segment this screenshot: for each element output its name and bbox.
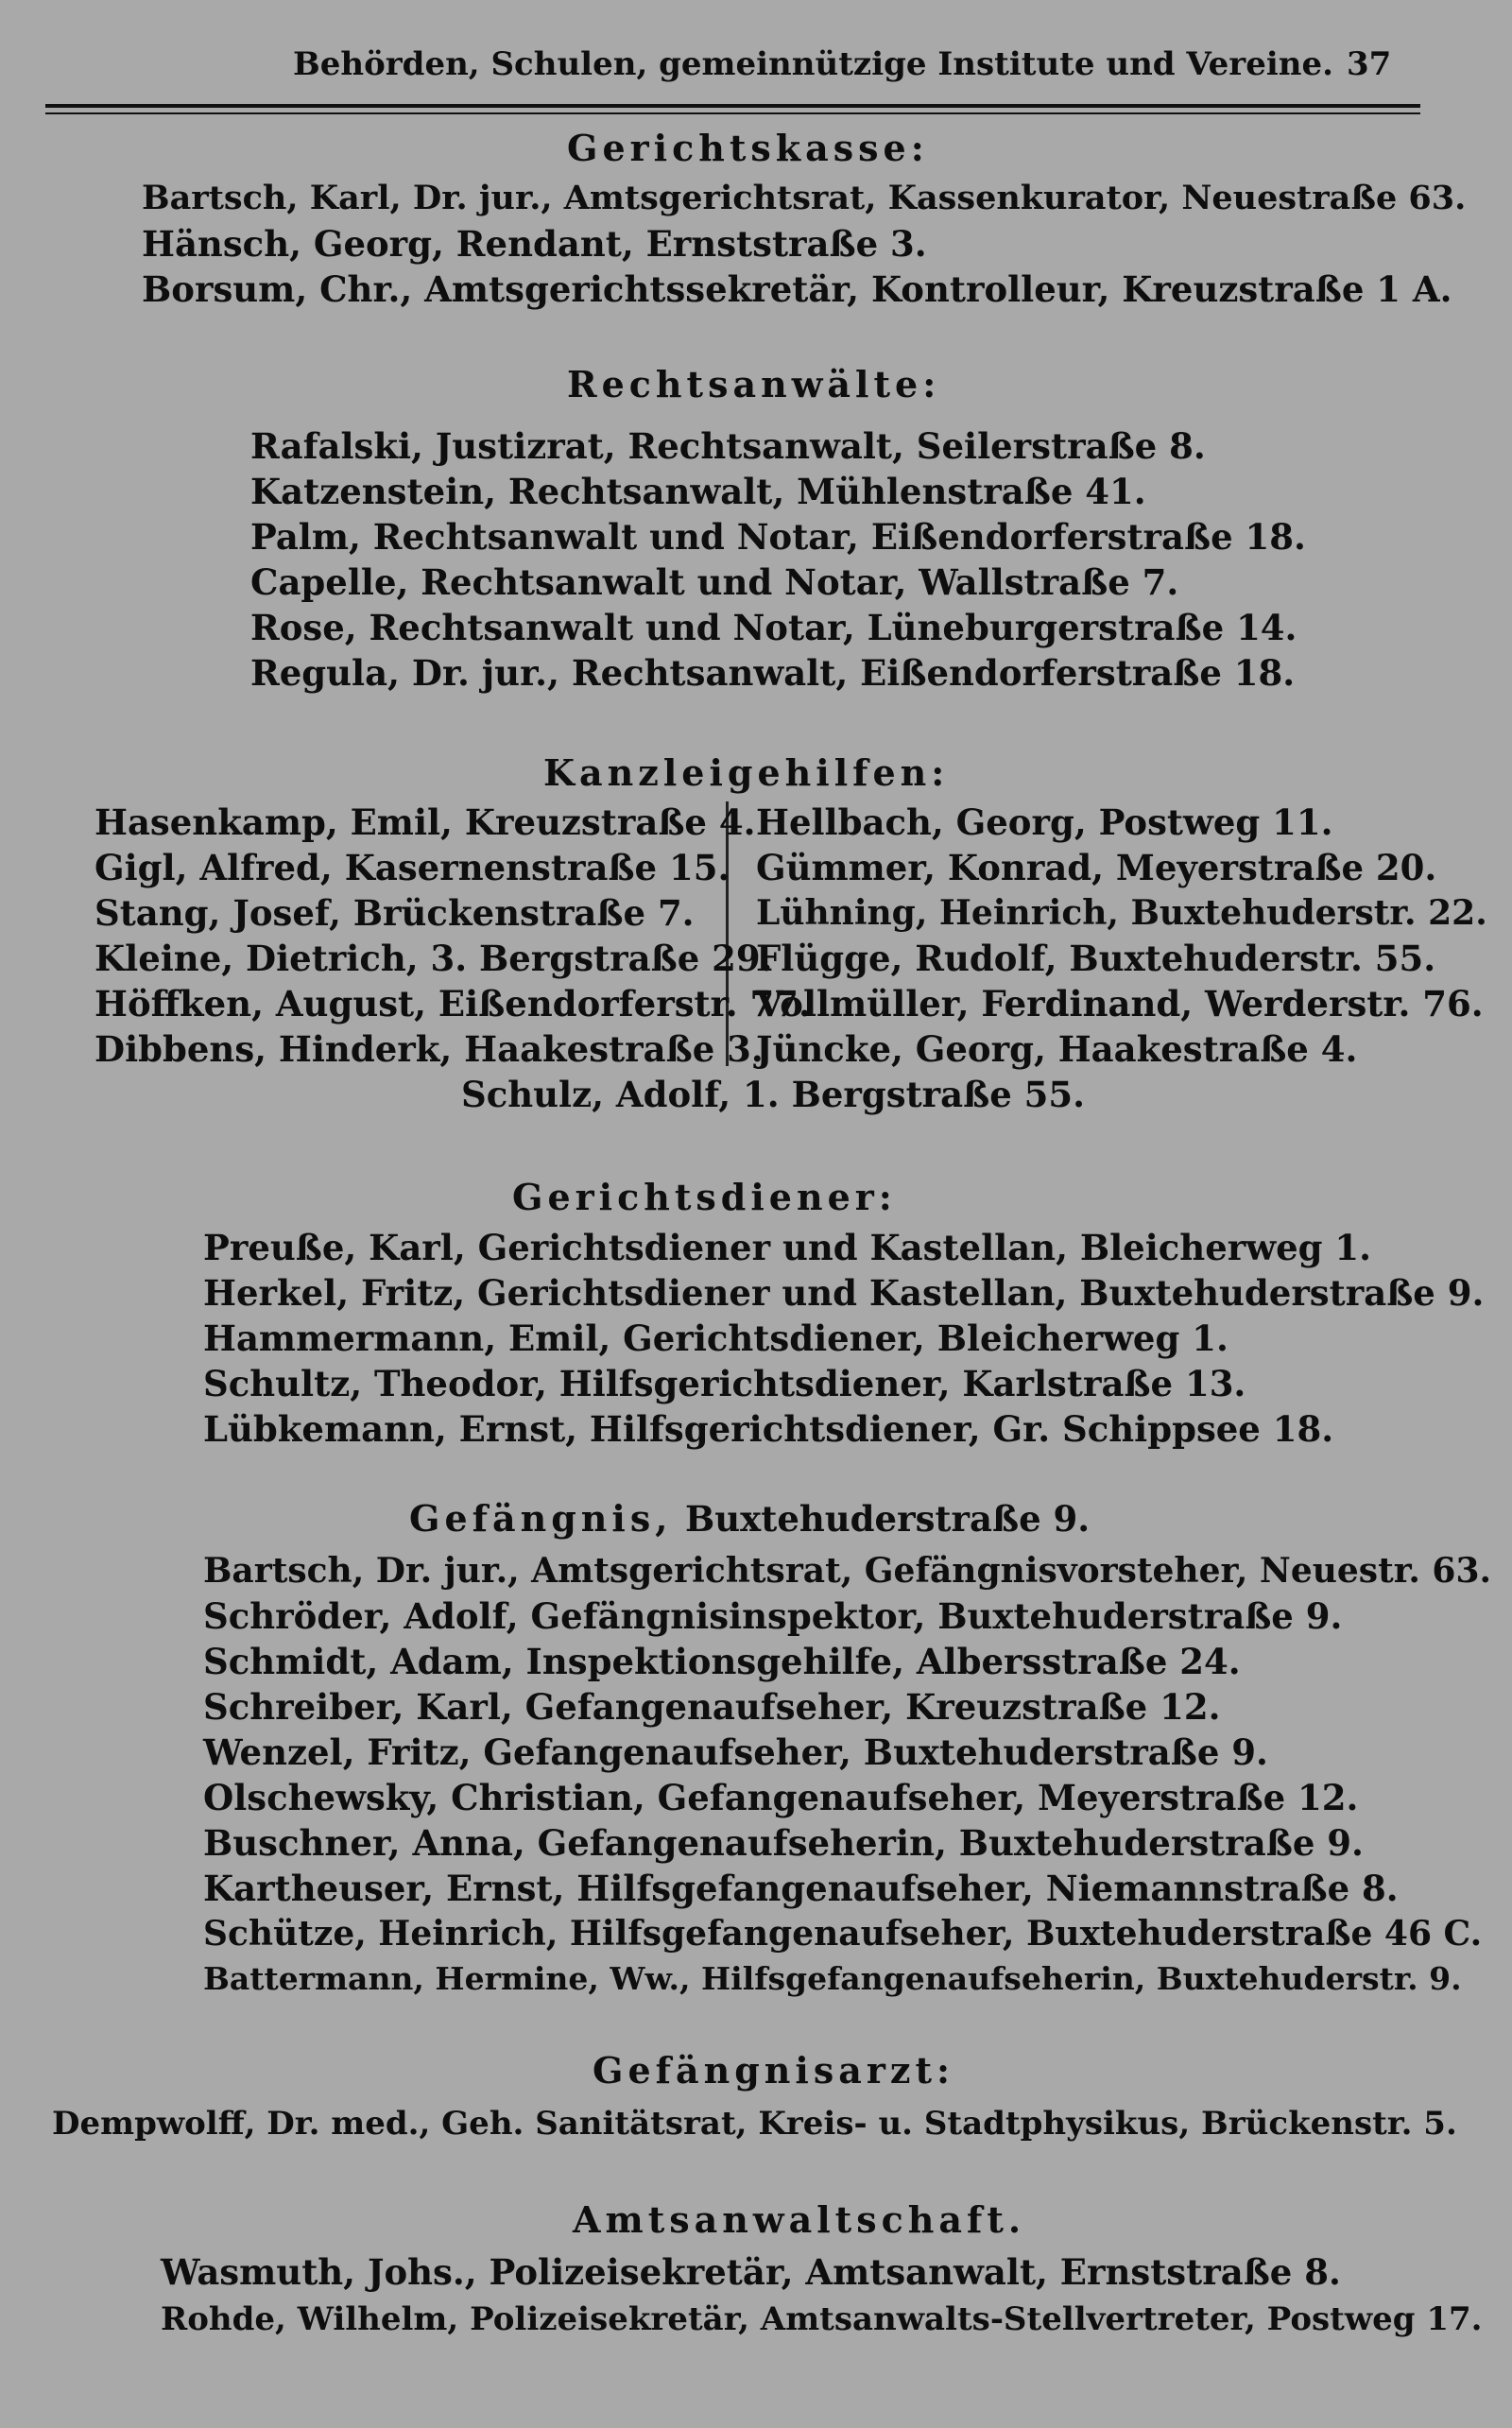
entry-line: Schmidt, Adam, Inspektionsgehilfe, Albersstraße 24.	[203, 1641, 1241, 1682]
entry-line: Capelle, Rechtsanwalt und Notar, Wallstraße 7.	[250, 561, 1179, 603]
entry-line: Hänsch, Georg, Rendant, Ernststraße 3.	[142, 223, 927, 265]
section-heading-gefaengnis: Gefängnis,	[409, 1497, 673, 1540]
entry-line: Rose, Rechtsanwalt und Notar, Lüneburgerstraße 14.	[250, 607, 1297, 648]
header-rule-thin	[45, 112, 1420, 114]
entry-line: Lübkemann, Ernst, Hilfsgerichtsdiener, Gr. Schippsee 18.	[203, 1408, 1334, 1450]
entry-line: Borsum, Chr., Amtsgerichtssekretär, Kontrolleur, Kreuzstraße 1 A.	[142, 268, 1452, 310]
entry-line-right: Gümmer, Konrad, Meyerstraße 20.	[756, 847, 1437, 888]
entry-line-left: Kleine, Dietrich, 3. Bergstraße 29.	[94, 938, 773, 979]
entry-line: Schütze, Heinrich, Hilfsgefangenaufseher, Buxtehuderstraße 46 C.	[203, 1914, 1483, 1954]
page-header	[0, 45, 1512, 102]
entry-line: Schultz, Theodor, Hilfsgerichtsdiener, Karlstraße 13.	[203, 1363, 1246, 1404]
entry-line: Wasmuth, Johs., Polizeisekretär, Amtsanwalt, Ernststraße 8.	[161, 2251, 1341, 2293]
entry-line: Katzenstein, Rechtsanwalt, Mühlenstraße 41.	[250, 471, 1146, 512]
entry-line-right: Vollmüller, Ferdinand, Werderstr. 76.	[756, 983, 1484, 1025]
entry-line: Rohde, Wilhelm, Polizeisekretär, Amtsanwalts-Stellvertreter, Postweg 17.	[161, 2300, 1483, 2338]
entry-line: Bartsch, Karl, Dr. jur., Amtsgerichtsrat, Kassenkurator, Neuestraße 63.	[142, 179, 1467, 217]
entry-line: Schulz, Adolf, 1. Bergstraße 55.	[461, 1074, 1086, 1115]
entry-line: Schröder, Adolf, Gefängnisinspektor, Buxtehuderstraße 9.	[203, 1595, 1343, 1637]
entry-line: Regula, Dr. jur., Rechtsanwalt, Eißendorferstraße 18.	[250, 652, 1296, 694]
entry-line: Hammermann, Emil, Gerichtsdiener, Bleicherweg 1.	[203, 1317, 1228, 1359]
header-rule	[45, 104, 1420, 108]
section-heading-gefaengnisarzt: Gefängnisarzt:	[593, 2049, 955, 2092]
entry-line: Battermann, Hermine, Ww., Hilfsgefangenaufseherin, Buxtehuderstr. 9.	[203, 1960, 1462, 1997]
entry-line: Kartheuser, Ernst, Hilfsgefangenaufseher, Niemannstraße 8.	[203, 1868, 1399, 1909]
entry-line-left: Dibbens, Hinderk, Haakestraße 3.	[94, 1028, 764, 1070]
entry-line-right: Hellbach, Georg, Postweg 11.	[756, 801, 1333, 843]
entry-line: Rafalski, Justizrat, Rechtsanwalt, Seilerstraße 8.	[250, 425, 1206, 467]
section-heading-gerichtsdiener: Gerichtsdiener:	[512, 1176, 897, 1218]
section-heading-kanzleigehilfen: Kanzleigehilfen:	[543, 751, 950, 794]
entry-line: Palm, Rechtsanwalt und Notar, Eißendorferstraße 18.	[250, 516, 1306, 558]
entry-line: Herkel, Fritz, Gerichtsdiener und Kastellan, Buxtehuderstraße 9.	[203, 1272, 1485, 1314]
entry-line-left: Gigl, Alfred, Kasernenstraße 15.	[94, 847, 730, 888]
page-number: 37	[1347, 45, 1392, 83]
entry-line: Preuße, Karl, Gerichtsdiener und Kastellan, Bleicherweg 1.	[203, 1227, 1371, 1268]
entry-line: Dempwolff, Dr. med., Geh. Sanitätsrat, Kreis- u. Stadtphysikus, Brückenstr. 5.	[52, 2105, 1457, 2143]
entry-line: Olschewsky, Christian, Gefangenaufseher, Meyerstraße 12.	[203, 1777, 1359, 1818]
entry-line-right: Flügge, Rudolf, Buxtehuderstr. 55.	[756, 938, 1436, 979]
running-title: Behörden, Schulen, gemeinnützige Institute und Vereine.	[293, 45, 1333, 83]
section-heading-rechtsanwaelte: Rechtsanwälte:	[567, 363, 941, 405]
entry-line-left: Höffken, August, Eißendorferstr. 77.	[94, 983, 811, 1025]
section-heading-amtsanwaltschaft: Amtsanwaltschaft.	[573, 2198, 1026, 2241]
entry-line: Bartsch, Dr. jur., Amtsgerichtsrat, Gefängnisvorsteher, Neuestr. 63.	[203, 1551, 1492, 1591]
entry-line: Buschner, Anna, Gefangenaufseherin, Buxtehuderstraße 9.	[203, 1822, 1364, 1864]
entry-line: Schreiber, Karl, Gefangenaufseher, Kreuzstraße 12.	[203, 1686, 1221, 1728]
entry-line-right: Lühning, Heinrich, Buxtehuderstr. 22.	[756, 893, 1487, 933]
section-heading-address: Buxtehuderstraße 9.	[685, 1498, 1091, 1540]
entry-line-left: Stang, Josef, Brückenstraße 7.	[94, 892, 695, 934]
entry-line-left: Hasenkamp, Emil, Kreuzstraße 4.	[94, 801, 756, 843]
entry-line-right: Jüncke, Georg, Haakestraße 4.	[756, 1028, 1358, 1070]
section-heading-gerichtskasse: Gerichtskasse:	[567, 127, 929, 169]
entry-line: Wenzel, Fritz, Gefangenaufseher, Buxtehuderstraße 9.	[203, 1731, 1268, 1773]
